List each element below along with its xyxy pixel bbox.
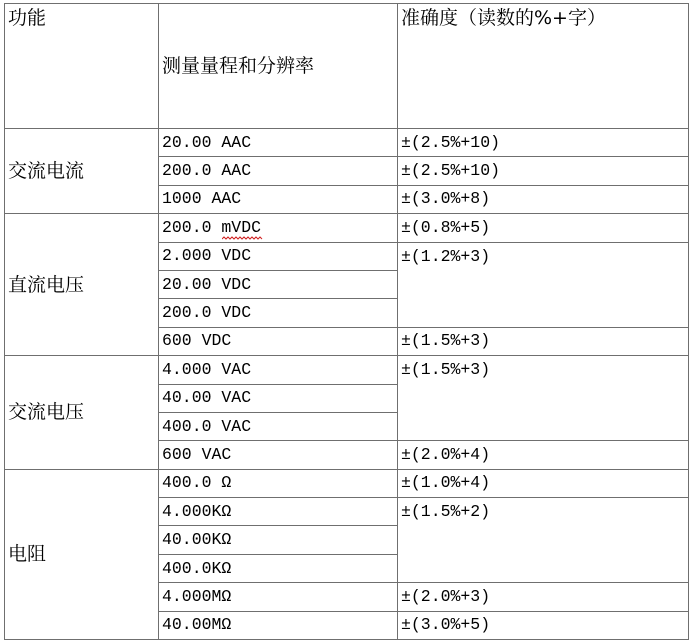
- accuracy-cell: ±(2.0%+4): [398, 441, 689, 469]
- table-row: [5, 129, 689, 157]
- accuracy-cell: ±(0.8%+5): [398, 214, 689, 242]
- range-cell: 600 VDC: [159, 327, 398, 355]
- range-cell: 2.000 VDC: [159, 242, 398, 270]
- range-cell: 200.0 AAC: [159, 157, 398, 185]
- header-range: 测量量程和分辨率: [159, 4, 398, 129]
- range-cell: 4.000MΩ: [159, 583, 398, 611]
- accuracy-cell: ±(2.0%+3): [398, 583, 689, 611]
- function-cell: 交流电流: [5, 129, 159, 214]
- range-cell: 400.0KΩ: [159, 554, 398, 582]
- spellcheck-squiggle: [222, 236, 263, 240]
- accuracy-cell: ±(2.5%+10): [398, 157, 689, 185]
- range-cell: 400.0 Ω: [159, 469, 398, 497]
- function-cell: 电阻: [5, 469, 159, 639]
- accuracy-cell: ±(1.0%+4): [398, 469, 689, 497]
- range-cell: [159, 214, 398, 242]
- range-cell: 600 VAC: [159, 441, 398, 469]
- range-cell: 400.0 VAC: [159, 412, 398, 440]
- range-text: 200.0 mVDC: [162, 217, 262, 237]
- range-cell: 1000 AAC: [159, 185, 398, 213]
- range-cell: 200.0 VDC: [159, 299, 398, 327]
- header-row: [5, 4, 689, 129]
- function-cell: 直流电压: [5, 214, 159, 356]
- range-cell: 4.000 VAC: [159, 356, 398, 384]
- spec-table: [4, 3, 689, 640]
- accuracy-cell: ±(1.5%+3): [398, 356, 689, 441]
- range-cell: 40.00KΩ: [159, 526, 398, 554]
- range-cell: 20.00 AAC: [159, 129, 398, 157]
- header-function: 功能: [5, 4, 159, 129]
- accuracy-cell: ±(1.5%+2): [398, 498, 689, 583]
- table-row: [5, 469, 689, 497]
- accuracy-cell: ±(3.0%+5): [398, 611, 689, 639]
- table-row: [5, 214, 689, 242]
- accuracy-cell: ±(3.0%+8): [398, 185, 689, 213]
- range-cell: 20.00 VDC: [159, 270, 398, 298]
- table-row: [5, 356, 689, 384]
- header-accuracy: 准确度（读数的%+字）: [398, 4, 689, 129]
- range-cell: 40.00 VAC: [159, 384, 398, 412]
- accuracy-cell: ±(1.5%+3): [398, 327, 689, 355]
- function-cell: 交流电压: [5, 356, 159, 470]
- range-cell: 4.000KΩ: [159, 498, 398, 526]
- accuracy-cell: ±(1.2%+3): [398, 242, 689, 327]
- range-cell: 40.00MΩ: [159, 611, 398, 639]
- accuracy-cell: ±(2.5%+10): [398, 129, 689, 157]
